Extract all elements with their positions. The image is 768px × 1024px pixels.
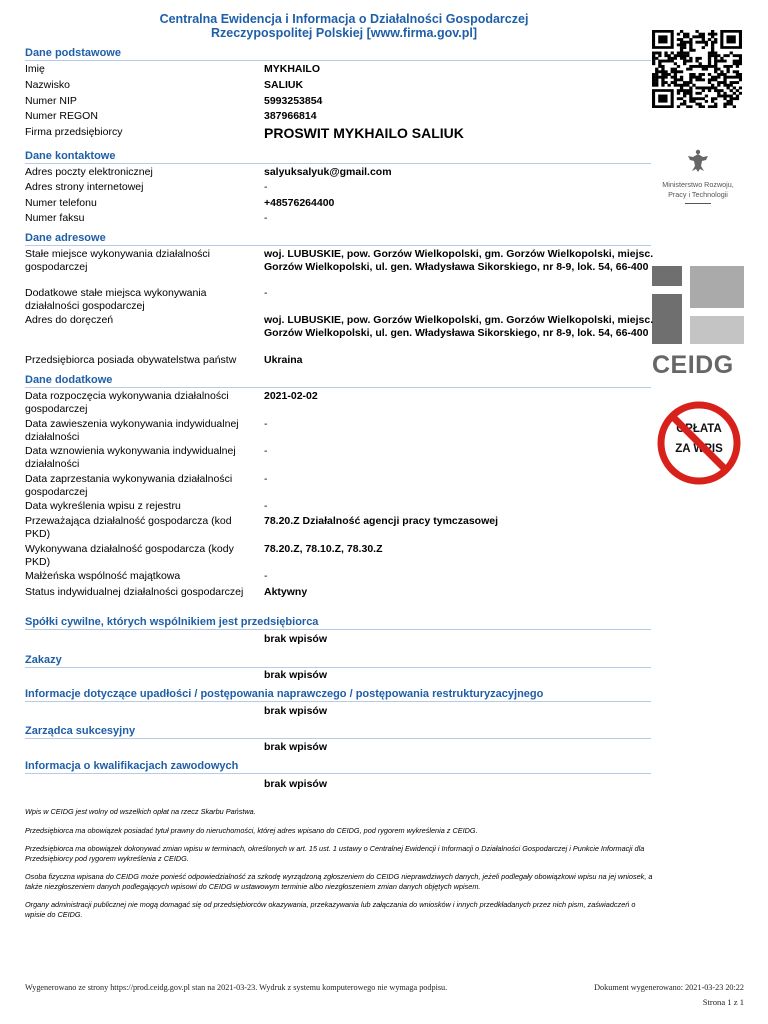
label-status: Status indywidualnej działalności gospodarczej <box>25 586 244 598</box>
legal-note: Osoba fizyczna wpisana do CEIDG może ponieść odpowiedzialność za szkodę wyrządzoną zgłoszeniem do CEIDG nieprawdziwych danych, jeżeli podlegały obowiązkowi wpisu na jej wniosek, a także niezgłoszeniem danych podlegających wpisowi do CEIDG w ustawowym terminie albo niezgłoszeniem zmian danych objętych wpisem. <box>25 872 653 891</box>
label-delivery-address: Adres do doręczeń <box>25 314 114 326</box>
value-additional-address: - <box>264 287 268 299</box>
value-pkd-codes: 78.20.Z, 78.10.Z, 78.30.Z <box>264 543 383 555</box>
value-successor: brak wpisów <box>264 741 328 753</box>
ceidg-emblem-icon <box>652 266 744 344</box>
label-resumption-date: Data wznowienia wykonywania indywidualnej działalności <box>25 445 236 470</box>
value-delivery-address: woj. LUBUSKIE, pow. Gorzów Wielkopolski, gm. Gorzów Wielkopolski, miejsc. Gorzów Wielkopolski, ul. gen. Władysława Sikorskiego, nr 8-9, lok. 54, 66-400 <box>264 314 654 339</box>
section-title-partnerships: Spółki cywilne, których wspólnikiem jest przedsiębiorca <box>25 616 651 630</box>
document-title-line1: Centralna Ewidencja i Informacja o Działalności Gospodarczej <box>159 12 529 26</box>
label-regon: Numer REGON <box>25 110 98 122</box>
value-citizenship: Ukraina <box>264 354 303 366</box>
value-cessation-date: - <box>264 473 268 485</box>
value-resumption-date: - <box>264 445 268 457</box>
section-title-qualifications: Informacja o kwalifikacjach zawodowych <box>25 760 651 774</box>
label-company-name: Firma przedsiębiorcy <box>25 126 123 138</box>
label-nip: Numer NIP <box>25 95 77 107</box>
label-email: Adres poczty elektronicznej <box>25 166 153 178</box>
no-fee-badge <box>650 398 748 488</box>
legal-note: Wpis w CEIDG jest wolny od wszelkich opłat na rzecz Skarbu Państwa. <box>25 807 256 816</box>
label-suspension-date: Data zawieszenia wykonywania indywidualnej działalności <box>25 418 239 443</box>
label-website: Adres strony internetowej <box>25 181 144 193</box>
label-start-date: Data rozpoczęcia wykonywania działalności gospodarczej <box>25 390 229 415</box>
value-phone: +48576264400 <box>264 197 335 209</box>
section-title-additional: Dane dodatkowe <box>25 374 651 388</box>
value-regon: 387966814 <box>264 110 317 122</box>
section-title-insolvency: Informacje dotyczące upadłości / postępowania naprawczego / postępowania restrukturyzacyjnego <box>25 688 651 702</box>
section-title-successor: Zarządca sukcesyjny <box>25 725 651 739</box>
ministry-name-line2: Pracy i Technologii <box>668 190 728 199</box>
ministry-divider <box>685 203 711 204</box>
footer-source: Wygenerowano ze strony https://prod.ceidg.gov.pl stan na 2021-03-23. Wydruk z systemu komputerowego nie wymaga podpisu. <box>25 983 448 992</box>
label-pkd-codes: Wykonywana działalność gospodarcza (kody PKD) <box>25 543 234 568</box>
section-title-contact: Dane kontaktowe <box>25 150 651 164</box>
label-marital-property: Małżeńska wspólność majątkowa <box>25 570 181 582</box>
document-title-line2: Rzeczypospolitej Polskiej [www.firma.gov.pl] <box>210 26 478 40</box>
legal-note: Organy administracji publicznej nie mogą domagać się od przedsiębiorców okazywania, przekazywania lub załączania do wniosków i innych przedkładanych przez nich pism, zaświadczeń o wpisie do CEIDG. <box>25 900 636 919</box>
value-company-name: PROSWIT MYKHAILO SALIUK <box>264 125 464 141</box>
section-title-basic: Dane podstawowe <box>25 47 651 61</box>
section-title-address: Dane adresowe <box>25 232 651 246</box>
qr-code <box>652 30 742 108</box>
label-cessation-date: Data zaprzestania wykonywania działalności gospodarczej <box>25 473 233 498</box>
ceidg-logo <box>652 266 744 380</box>
label-fax: Numer faksu <box>25 212 85 224</box>
value-suspension-date: - <box>264 418 268 430</box>
value-status: Aktywny <box>264 586 308 598</box>
label-additional-address: Dodatkowe stałe miejsca wykonywania działalności gospodarczej <box>25 287 207 312</box>
label-first-name: Imię <box>25 63 45 75</box>
value-qualifications: brak wpisów <box>264 778 328 790</box>
legal-note: Przedsiębiorca ma obowiązek posiadać tytuł prawny do nieruchomości, której adres wpisano do CEIDG, pod rygorem wykreślenia z CEIDG. <box>25 825 478 835</box>
label-citizenship: Przedsiębiorca posiada obywatelstwa państw <box>25 354 237 366</box>
value-deletion-date: - <box>264 500 268 512</box>
label-phone: Numer telefonu <box>25 197 97 209</box>
legal-note: Przedsiębiorca ma obowiązek dokonywać zmian wpisu w terminach, określonych w art. 15 ust. 1 ustawy o Centralnej Ewidencji i Informacji o Działalności Gospodarczej i Punkcie Informacji dla Przedsiębiorcy pod rygorem wykreślenia z CEIDG. <box>25 844 645 863</box>
ministry-logo <box>652 148 744 204</box>
value-main-address: woj. LUBUSKIE, pow. Gorzów Wielkopolski, gm. Gorzów Wielkopolski, miejsc. Gorzów Wielkopolski, ul. gen. Władysława Sikorskiego, nr 8-9, lok. 54, 66-400 <box>264 248 654 273</box>
legal-notes <box>25 807 655 928</box>
label-deletion-date: Data wykreślenia wpisu z rejestru <box>25 500 181 512</box>
page-number: Strona 1 z 1 <box>702 997 744 1007</box>
section-title-bans: Zakazy <box>25 654 651 668</box>
value-email: salyuksalyuk@gmail.com <box>264 166 392 178</box>
label-main-address: Stałe miejsce wykonywania działalności gospodarczej <box>25 248 211 273</box>
no-fee-text-line1: OPŁATA <box>676 423 722 435</box>
ministry-name-line1: Ministerstwo Rozwoju, <box>662 180 734 189</box>
value-website: - <box>264 181 268 193</box>
label-last-name: Nazwisko <box>25 79 70 91</box>
eagle-emblem-icon <box>652 148 744 174</box>
value-nip: 5993253854 <box>264 95 323 107</box>
value-start-date: 2021-02-02 <box>264 390 318 402</box>
value-marital-property: - <box>264 570 268 582</box>
value-first-name: MYKHAILO <box>264 63 320 75</box>
value-bans: brak wpisów <box>264 669 328 681</box>
footer-generated-date: Dokument wygenerowano: 2021-03-23 20:22 <box>594 983 744 992</box>
value-main-pkd: 78.20.Z Działalność agencji pracy tymczasowej <box>264 515 499 527</box>
value-insolvency: brak wpisów <box>264 705 328 717</box>
value-last-name: SALIUK <box>264 79 304 91</box>
no-fee-slash-icon <box>650 398 748 488</box>
value-partnerships: brak wpisów <box>264 633 328 645</box>
value-fax: - <box>264 212 268 224</box>
ceidg-wordmark: CEIDG <box>652 351 734 379</box>
no-fee-text-line2: ZA WPIS <box>675 443 723 455</box>
label-main-pkd: Przeważająca działalność gospodarcza (kod PKD) <box>25 515 232 540</box>
